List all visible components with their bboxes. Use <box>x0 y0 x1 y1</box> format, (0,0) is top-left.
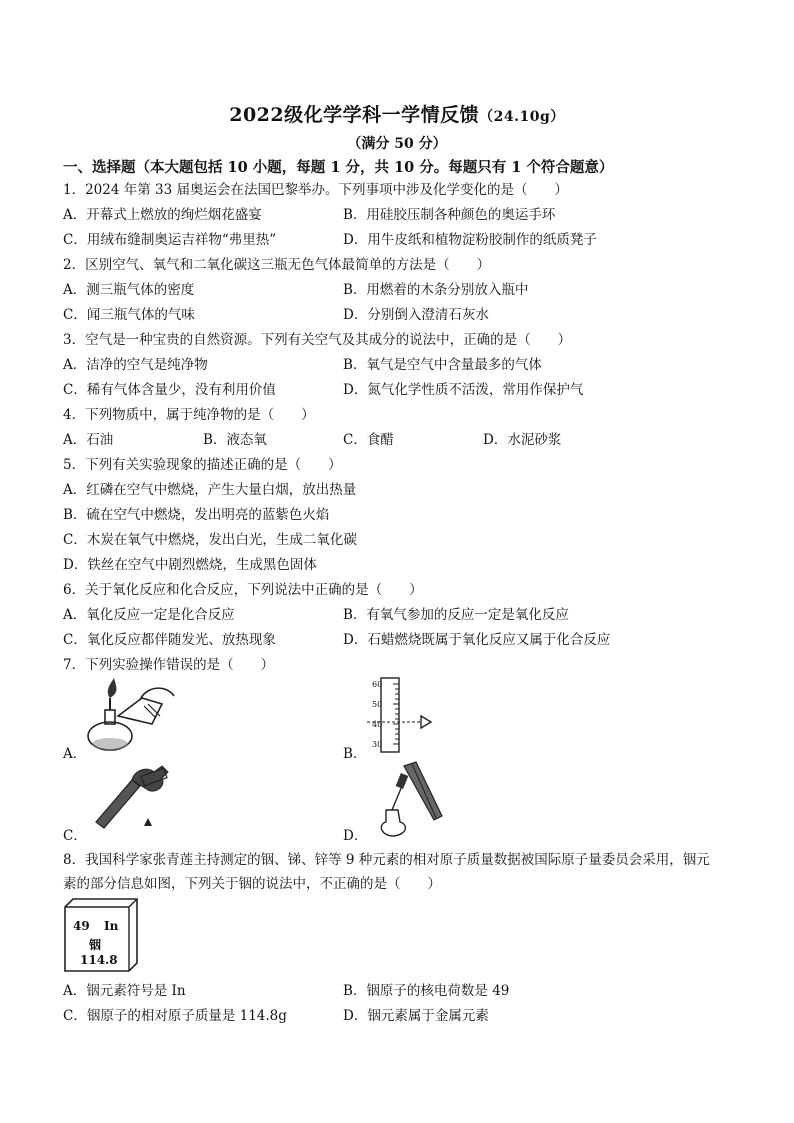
fig-d-label[interactable]: D． <box>343 828 368 844</box>
q3-option-d[interactable]: D．氮气化学性质不活泼，常用作保护气 <box>343 382 584 398</box>
q3-option-b[interactable]: B．氧气是空气中含量最多的气体 <box>343 357 542 373</box>
q1-option-a[interactable]: A．开幕式上燃放的绚烂烟花盛宴 <box>63 207 262 223</box>
fig-d-dropper <box>368 760 448 840</box>
q4-option-a[interactable]: A．石油 <box>63 432 114 448</box>
q2-option-b[interactable]: B．用燃着的木条分别放入瓶中 <box>343 282 529 298</box>
q4-option-d[interactable]: D．水泥砂浆 <box>483 432 562 448</box>
fig-c-test-tube-solid <box>88 762 178 836</box>
q4-option-c[interactable]: C．食醋 <box>343 432 394 448</box>
q8-option-d[interactable]: D．铟元素属于金属元素 <box>343 1008 489 1024</box>
question-4-stem: 4．下列物质中，属于纯净物的是（ ） <box>63 407 315 423</box>
q6-option-c[interactable]: C．氧化反应都伴随发光、放热现象 <box>63 632 276 648</box>
element-mass: 114.8 <box>80 953 118 967</box>
q5-option-c[interactable]: C．木炭在氧气中燃烧，发出白光，生成二氧化碳 <box>63 532 357 548</box>
q8-option-c[interactable]: C．铟原子的相对原子质量是 114.8g <box>63 1008 287 1024</box>
question-7-stem: 7．下列实验操作错误的是（ ） <box>63 657 275 673</box>
question-2-stem: 2．区别空气、氧气和二氧化碳这三瓶无色气体最简单的方法是（ ） <box>63 257 491 273</box>
q2-option-c[interactable]: C．闻三瓶气体的气味 <box>63 307 195 323</box>
q3-option-c[interactable]: C．稀有气体含量少，没有利用价值 <box>63 382 276 398</box>
question-8-stem-line2: 素的部分信息如图，下列关于铟的说法中，不正确的是（ ） <box>63 876 441 892</box>
q1-option-d[interactable]: D．用牛皮纸和植物淀粉胶制作的纸质凳子 <box>343 232 597 248</box>
q5-option-b[interactable]: B．硫在空气中燃烧，发出明亮的蓝紫色火焰 <box>63 507 330 523</box>
q6-option-a[interactable]: A．氧化反应一定是化合反应 <box>63 607 235 623</box>
question-1-stem: 1．2024 年第 33 届奥运会在法国巴黎举办。下列事项中涉及化学变化的是（ ） <box>63 182 568 198</box>
title-code: （24.10g） <box>479 109 565 125</box>
q6-option-b[interactable]: B．有氧气参加的反应一定是氧化反应 <box>343 607 569 623</box>
element-symbol: In <box>104 919 119 933</box>
q5-option-a[interactable]: A．红磷在空气中燃烧，产生大量白烟，放出热量 <box>63 482 357 498</box>
cylinder-tick-40: 40 <box>372 720 383 729</box>
q3-option-a[interactable]: A．洁净的空气是纯净物 <box>63 357 208 373</box>
q4-option-b[interactable]: B．液态氧 <box>203 432 267 448</box>
element-name: 铟 <box>89 938 102 952</box>
q5-option-d[interactable]: D．铁丝在空气中剧烈燃烧，生成黑色固体 <box>63 557 317 573</box>
title-text: 2022级化学学科一学情反馈 <box>229 104 480 126</box>
fig-a-label[interactable]: A． <box>63 746 87 762</box>
score-note: （满分 50 分） <box>347 136 447 152</box>
q2-option-a[interactable]: A．测三瓶气体的密度 <box>63 282 195 298</box>
cylinder-tick-30: 30 <box>372 740 383 749</box>
question-6-stem: 6．关于氧化反应和化合反应，下列说法中正确的是（ ） <box>63 582 423 598</box>
fig-b-label[interactable]: B． <box>343 746 367 762</box>
section-heading: 一、选择题（本大题包括 10 小题，每题 1 分，共 10 分。每题只有 1 个符合题意） <box>63 159 614 176</box>
fig-c-label[interactable]: C． <box>63 828 87 844</box>
q8-option-a[interactable]: A．铟元素符号是 In <box>63 983 186 999</box>
fig-a-lamp-lighting <box>80 676 180 758</box>
cylinder-tick-50: 50 <box>372 700 383 709</box>
q8-option-b[interactable]: B．铟原子的核电荷数是 49 <box>343 983 510 999</box>
question-8-stem-line1: 8．我国科学家张青莲主持测定的铟、锑、锌等 9 种元素的相对原子质量数据被国际原子量委员会采用，铟元 <box>63 852 710 868</box>
cylinder-tick-60: 60 <box>372 680 383 689</box>
q1-option-b[interactable]: B．用硅胶压制各种颜色的奥运手环 <box>343 207 556 223</box>
question-3-stem: 3．空气是一种宝贵的自然资源。下列有关空气及其成分的说法中，正确的是（ ） <box>63 332 572 348</box>
page-title <box>0 100 794 127</box>
question-5-stem: 5．下列有关实验现象的描述正确的是（ ） <box>63 457 342 473</box>
q6-option-d[interactable]: D．石蜡燃烧既属于氧化反应又属于化合反应 <box>343 632 611 648</box>
element-atomic-number: 49 <box>73 919 90 933</box>
q2-option-d[interactable]: D．分别倒入澄清石灰水 <box>343 307 489 323</box>
q1-option-c[interactable]: C．用绒布缝制奥运吉祥物“弗里热” <box>63 232 277 248</box>
